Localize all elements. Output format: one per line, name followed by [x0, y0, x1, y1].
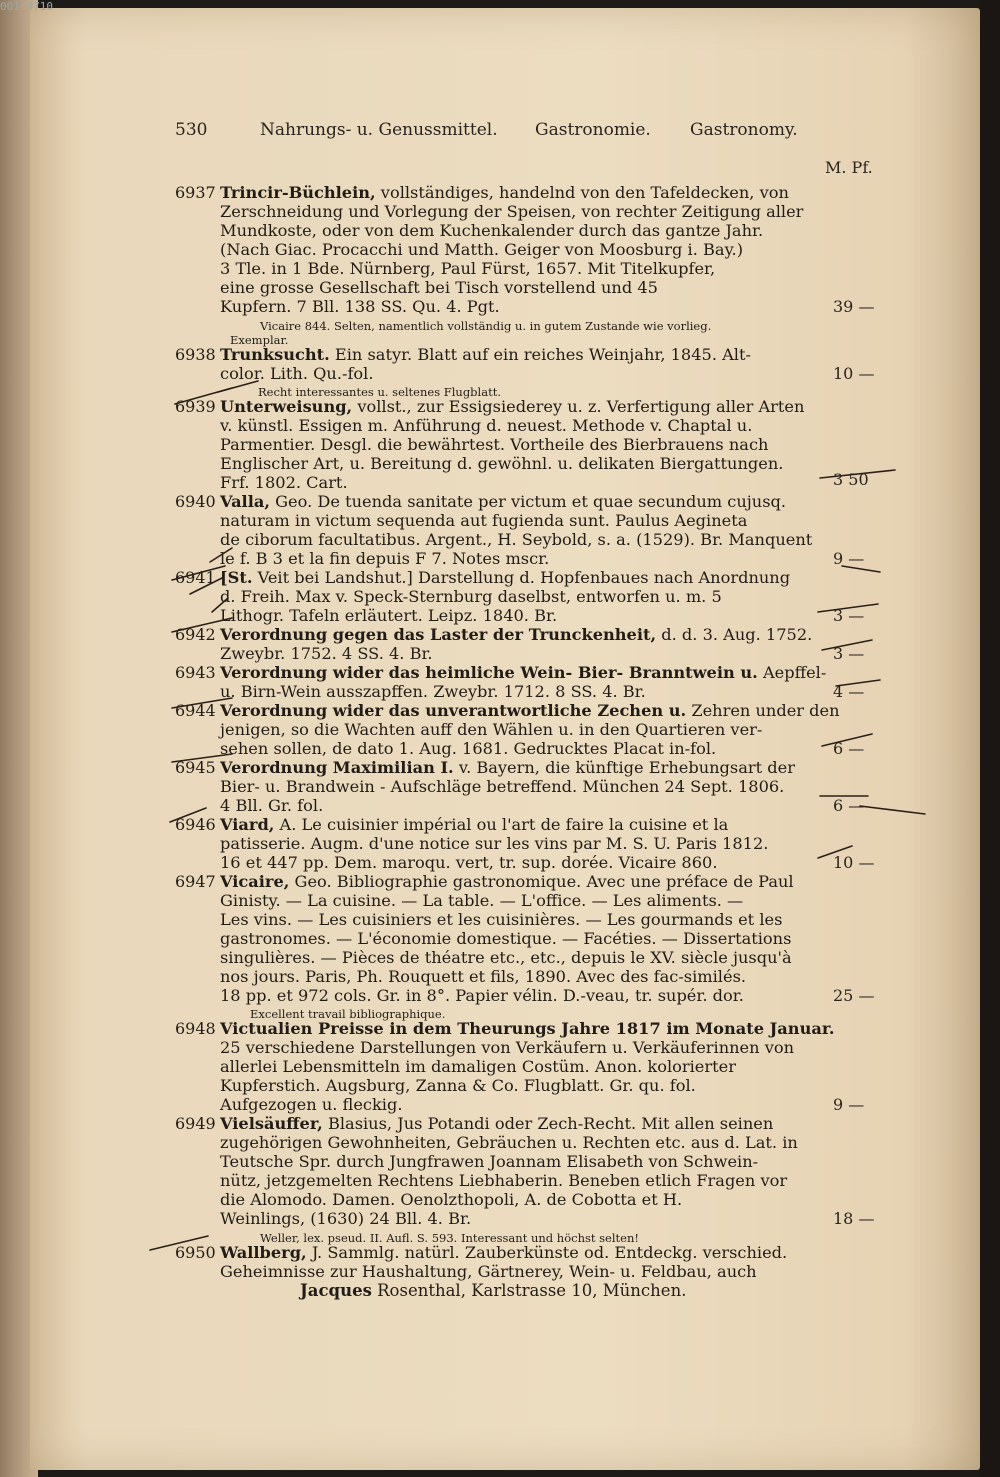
entry-text-line: 4 Bll. Gr. fol. [220, 796, 324, 815]
price-value: 10 — [833, 853, 875, 872]
publisher-address: Rosenthal, Karlstrasse 10, München. [377, 1281, 687, 1300]
entry-text-line: nos jours. Paris, Ph. Rouquett et fils, 1890. Avec des fac-similés. [220, 967, 747, 986]
entry-title-line: [St. Veit bei Landshut.] Darstellung d. Hopfenbaues nach Anordnung [220, 568, 791, 587]
entry-text-line: eine grosse Gesellschaft bei Tisch vorstellend und 45 [220, 278, 658, 297]
entry-number: 6943 [175, 663, 216, 682]
price-value: 39 — [833, 297, 875, 316]
entry-title-line: Wallberg, J. Sammlg. natürl. Zauberkünste od. Entdeckg. verschied. [220, 1243, 788, 1262]
entry-number: 6947 [175, 872, 216, 891]
entry-title-line: Victualien Preisse in dem Theurungs Jahre 1817 im Monate Januar. [220, 1019, 835, 1038]
entry-text-line: sehen sollen, de dato 1. Aug. 1681. Gedrucktes Placat in-fol. [220, 739, 717, 758]
price-value: 3 — [833, 644, 865, 663]
publisher-footer [300, 1281, 686, 1300]
entry-text-line: allerlei Lebensmitteln im damaligen Costüm. Anon. kolorierter [220, 1057, 736, 1076]
entry-number: 6937 [175, 183, 216, 202]
price-value: 10 — [833, 364, 875, 383]
price-value: 25 — [833, 986, 875, 1005]
entry-title-line: Viard, A. Le cuisinier impérial ou l'art de faire la cuisine et la [220, 815, 729, 834]
entry-title-line: Trincir-Büchlein, vollständiges, handelnd von den Tafeldecken, von [220, 183, 789, 202]
entry-text-line: naturam in victum sequenda aut fugienda sunt. Paulus Aegineta [220, 511, 748, 530]
entry-title-line: Vicaire, Geo. Bibliographie gastronomique. Avec une préface de Paul [220, 872, 794, 891]
entry-number: 6948 [175, 1019, 216, 1038]
entry-title-line: Unterweisung, vollst., zur Essigsiederey u. z. Verfertigung aller Arten [220, 397, 805, 416]
entry-text-line: u. Birn-Wein ausszapffen. Zweybr. 1712. 8 SS. 4. Br. [220, 682, 646, 701]
entry-title-line: Vielsäuffer, Blasius, Jus Potandi oder Zech-Recht. Mit allen seinen [220, 1114, 774, 1133]
entry-text-line: Geheimnisse zur Haushaltung, Gärtnerey, Wein- u. Feldbau, auch [220, 1262, 757, 1281]
section-title-de: Nahrungs- u. Genussmittel. [260, 120, 498, 140]
section-title-en: Gastronomy. [690, 120, 798, 140]
price-value: 4 — [833, 682, 865, 701]
entry-text-line: Ginisty. — La cuisine. — La table. — L'office. — Les aliments. — [220, 891, 744, 910]
entry-title-line: Verordnung Maximilian I. v. Bayern, die künftige Erhebungsart der [220, 758, 795, 777]
entry-title-line: Verordnung gegen das Laster der Trunckenheit, d. d. 3. Aug. 1752. [220, 625, 813, 644]
price-value: 6 — [833, 796, 865, 815]
entry-number: 6946 [175, 815, 216, 834]
entry-text-line: d. Freih. Max v. Speck-Sternburg daselbst, entworfen u. m. 5 [220, 587, 722, 606]
entry-number: 6938 [175, 345, 216, 364]
entry-text-line: 3 Tle. in 1 Bde. Nürnberg, Paul Fürst, 1657. Mit Titelkupfer, [220, 259, 716, 278]
entry-number: 6950 [175, 1243, 216, 1262]
entry-text-line: Englischer Art, u. Bereitung d. gewöhnl. u. delikaten Biergattungen. [220, 454, 784, 473]
entry-number: 6944 [175, 701, 216, 720]
entry-note-line: Recht interessantes u. seltenes Flugblatt. [258, 385, 501, 399]
price-value: 9 — [833, 549, 865, 568]
entry-text-line: jenigen, so die Wachten auff den Wählen u. in den Quartieren ver- [220, 720, 763, 739]
entry-text-line: singulières. — Pièces de théatre etc., etc., depuis le XV. siècle jusqu'à [220, 948, 792, 967]
entry-number: 6949 [175, 1114, 216, 1133]
entry-text-line: Parmentier. Desgl. die bewährtest. Vortheile des Bierbrauens nach [220, 435, 769, 454]
entry-title-line: Valla, Geo. De tuenda sanitate per victum et quae secundum cujusq. [220, 492, 787, 511]
entry-text-line: Weinlings, (1630) 24 Bll. 4. Br. [220, 1209, 472, 1228]
entry-text-line: Bier- u. Brandwein - Aufschläge betreffend. München 24 Sept. 1806. [220, 777, 785, 796]
entry-number: 6942 [175, 625, 216, 644]
entry-text-line: 18 pp. et 972 cols. Gr. in 8°. Papier vélin. D.-veau, tr. supér. dor. [220, 986, 744, 1005]
entry-text-line: patisserie. Augm. d'une notice sur les vins par M. S. U. Paris 1812. [220, 834, 769, 853]
entry-text-line: color. Lith. Qu.-fol. [220, 364, 374, 383]
entry-note-line: Weller, lex. pseud. II. Aufl. S. 593. Interessant und höchst selten! [260, 1231, 640, 1245]
entry-note-line: Exemplar. [230, 333, 289, 347]
entry-note-line: Excellent travail bibliographique. [250, 1007, 446, 1021]
entry-text-line: 16 et 447 pp. Dem. maroqu. vert, tr. sup. dorée. Vicaire 860. [220, 853, 718, 872]
entry-text-line: zugehörigen Gewohnheiten, Gebräuchen u. Rechten etc. aus d. Lat. in [220, 1133, 798, 1152]
price-value: 6 — [833, 739, 865, 758]
currency-column-header: M. Pf. [825, 158, 873, 177]
entry-text-line: le f. B 3 et la fin depuis F 7. Notes mscr. [220, 549, 550, 568]
entry-title-line: Verordnung wider das heimliche Wein- Bier- Branntwein u. Aepffel- [220, 663, 827, 682]
entry-title-line: Trunksucht. Ein satyr. Blatt auf ein reiches Weinjahr, 1845. Alt- [220, 345, 751, 364]
entry-note-line: Vicaire 844. Selten, namentlich vollständig u. in gutem Zustande wie vorlieg. [260, 319, 712, 333]
price-value: 18 — [833, 1209, 875, 1228]
entry-text-line: Mundkoste, oder von dem Kuchenkalender durch das gantze Jahr. [220, 221, 764, 240]
entry-text-line: Les vins. — Les cuisiniers et les cuisinières. — Les gourmands et les [220, 910, 783, 929]
entry-text-line: die Alomodo. Damen. Oenolzthopoli, A. de Cobotta et H. [220, 1190, 683, 1209]
entry-text-line: gastronomes. — L'économie domestique. — Facéties. — Dissertations [220, 929, 792, 948]
entry-text-line: de ciborum facultatibus. Argent., H. Seybold, s. a. (1529). Br. Manquent [220, 530, 813, 549]
entry-text-line: (Nach Giac. Procacchi und Matth. Geiger von Moosburg i. Bay.) [220, 240, 744, 259]
page-edge-shadow [980, 0, 1000, 1477]
entry-number: 6940 [175, 492, 216, 511]
entry-number: 6939 [175, 397, 216, 416]
entry-text-line: nütz, jetzgemelten Rechtens Liebhaberin. Beneben etlich Fragen vor [220, 1171, 788, 1190]
entry-text-line: Kupfern. 7 Bll. 138 SS. Qu. 4. Pgt. [220, 297, 500, 316]
entry-text-line: Zerschneidung und Vorlegung der Speisen, von rechter Zeitigung aller [220, 202, 804, 221]
scan-label: 00114710 [0, 0, 53, 13]
entry-number: 6941 [175, 568, 216, 587]
price-value: 3 50 [833, 470, 869, 489]
entry-text-line: Aufgezogen u. fleckig. [220, 1095, 403, 1114]
entry-text-line: Lithogr. Tafeln erläutert. Leipz. 1840. Br. [220, 606, 558, 625]
price-value: 9 — [833, 1095, 865, 1114]
entry-text-line: 25 verschiedene Darstellungen von Verkäufern u. Verkäuferinnen von [220, 1038, 795, 1057]
publisher-first-name: Jacques [300, 1281, 372, 1300]
entry-text-line: v. künstl. Essigen m. Anführung d. neuest. Methode v. Chaptal u. [220, 416, 753, 435]
entry-text-line: Zweybr. 1752. 4 SS. 4. Br. [220, 644, 433, 663]
entry-title-line: Verordnung wider das unverantwortliche Zechen u. Zehren under den [220, 701, 840, 720]
entry-text-line: Kupferstich. Augsburg, Zanna & Co. Flugblatt. Gr. qu. fol. [220, 1076, 696, 1095]
entry-text-line: Frf. 1802. Cart. [220, 473, 348, 492]
entry-text-line: Teutsche Spr. durch Jungfrawen Joannam Elisabeth von Schwein- [220, 1152, 759, 1171]
price-value: 3 — [833, 606, 865, 625]
section-title-fr: Gastronomie. [535, 120, 651, 140]
page-number: 530 [175, 120, 208, 140]
entry-number: 6945 [175, 758, 216, 777]
